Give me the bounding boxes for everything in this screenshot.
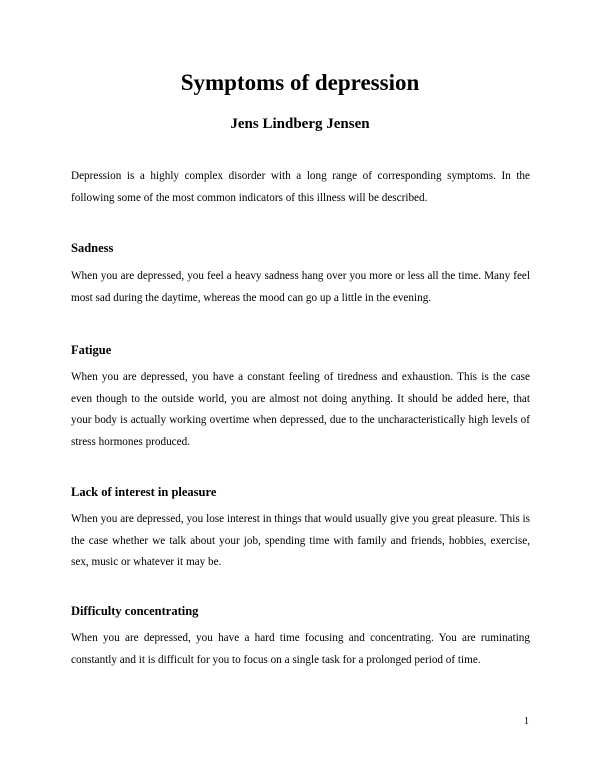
section-text-lack-of-interest: When you are depressed, you lose interest in things that would usually give you great pleasure. This is the case whether we talk about your job, spending time with family and friends, hobbies, exercise, sex, music or whatever it may be. xyxy=(71,513,530,568)
section-heading-sadness: Sadness xyxy=(71,241,114,255)
section-text-fatigue: When you are depressed, you have a constant feeling of tiredness and exhaustion. This is the case even though to the outside world, you are almost not doing anything. It should be added here, that your body is actually working overtime when depressed, due to the uncharacteristically high levels of stress hormones produced. xyxy=(71,371,530,448)
section-heading-difficulty-concentrating: Difficulty concentrating xyxy=(71,604,199,618)
section-text-difficulty-concentrating: When you are depressed, you have a hard time focusing and concentrating. You are ruminating constantly and it is difficult for you to focus on a single task for a prolonged period of time. xyxy=(71,632,530,666)
intro-paragraph: Depression is a highly complex disorder with a long range of corresponding symptoms. In the following some of the most common indicators of this illness will be described. xyxy=(71,170,530,204)
section-text-sadness: When you are depressed, you feel a heavy sadness hang over you more or less all the time. Many feel most sad during the daytime, whereas the mood can go up a little in the evening. xyxy=(71,270,530,304)
section-heading-lack-of-interest: Lack of interest in pleasure xyxy=(71,485,217,499)
page-number: 1 xyxy=(524,716,529,727)
section-heading-fatigue: Fatigue xyxy=(71,343,112,357)
document-title: Symptoms of depression xyxy=(180,70,420,95)
author-name: Jens Lindberg Jensen xyxy=(230,116,370,132)
